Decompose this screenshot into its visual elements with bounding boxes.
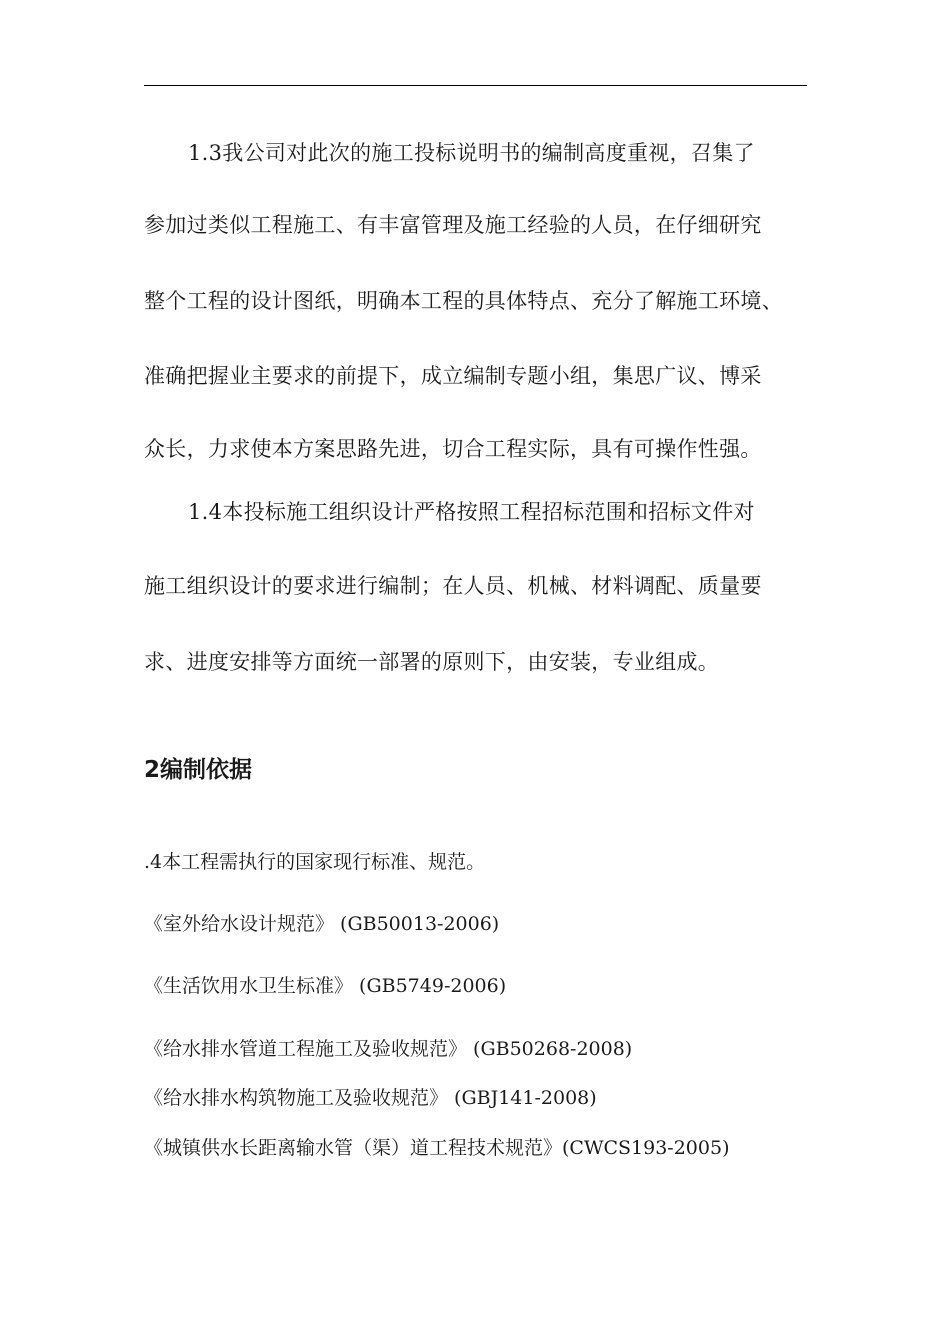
paragraph-1-3-line-4: 准确把握业主要求的前提下，成立编制专题小组，集思广议、博采 <box>144 364 762 388</box>
standards-intro: .4本工程需执行的国家现行标准、规范。 <box>144 851 486 873</box>
paragraph-1-3-line-3: 整个工程的设计图纸，明确本工程的具体特点、充分了解施工环境、 <box>144 289 783 313</box>
paragraph-1-4-line-3: 求、进度安排等方面统一部署的原则下，由安装，专业组成。 <box>144 650 720 674</box>
paragraph-1-3-line-2: 参加过类似工程施工、有丰富管理及施工经验的人员，在仔细研究 <box>144 213 762 237</box>
header-rule <box>144 85 807 86</box>
section-2-heading: 2编制依据 <box>144 757 253 783</box>
standard-item: 《给水排水构筑物施工及验收规范》 (GBJ141-2008) <box>144 1087 597 1109</box>
paragraph-1-3-line-5: 众长，力求使本方案思路先进，切合工程实际，具有可操作性强。 <box>144 437 762 461</box>
standard-item: 《生活饮用水卫生标准》 (GB5749-2006) <box>144 975 507 997</box>
paragraph-1-4-line-2: 施工组织设计的要求进行编制；在人员、机械、材料调配、质量要 <box>144 574 762 598</box>
standard-item: 《给水排水管道工程施工及验收规范》 (GB50268-2008) <box>144 1038 633 1060</box>
paragraph-1-4-line-1: 1.4本投标施工组织设计严格按照工程招标范围和招标文件对 <box>188 500 755 524</box>
standard-item: 《室外给水设计规范》 (GB50013-2006) <box>144 913 500 935</box>
paragraph-1-3-line-1: 1.3我公司对此次的施工投标说明书的编制高度重视，召集了 <box>188 141 755 165</box>
standard-item: 《城镇供水长距离输水管（渠）道工程技术规范》(CWCS193-2005) <box>144 1137 730 1159</box>
